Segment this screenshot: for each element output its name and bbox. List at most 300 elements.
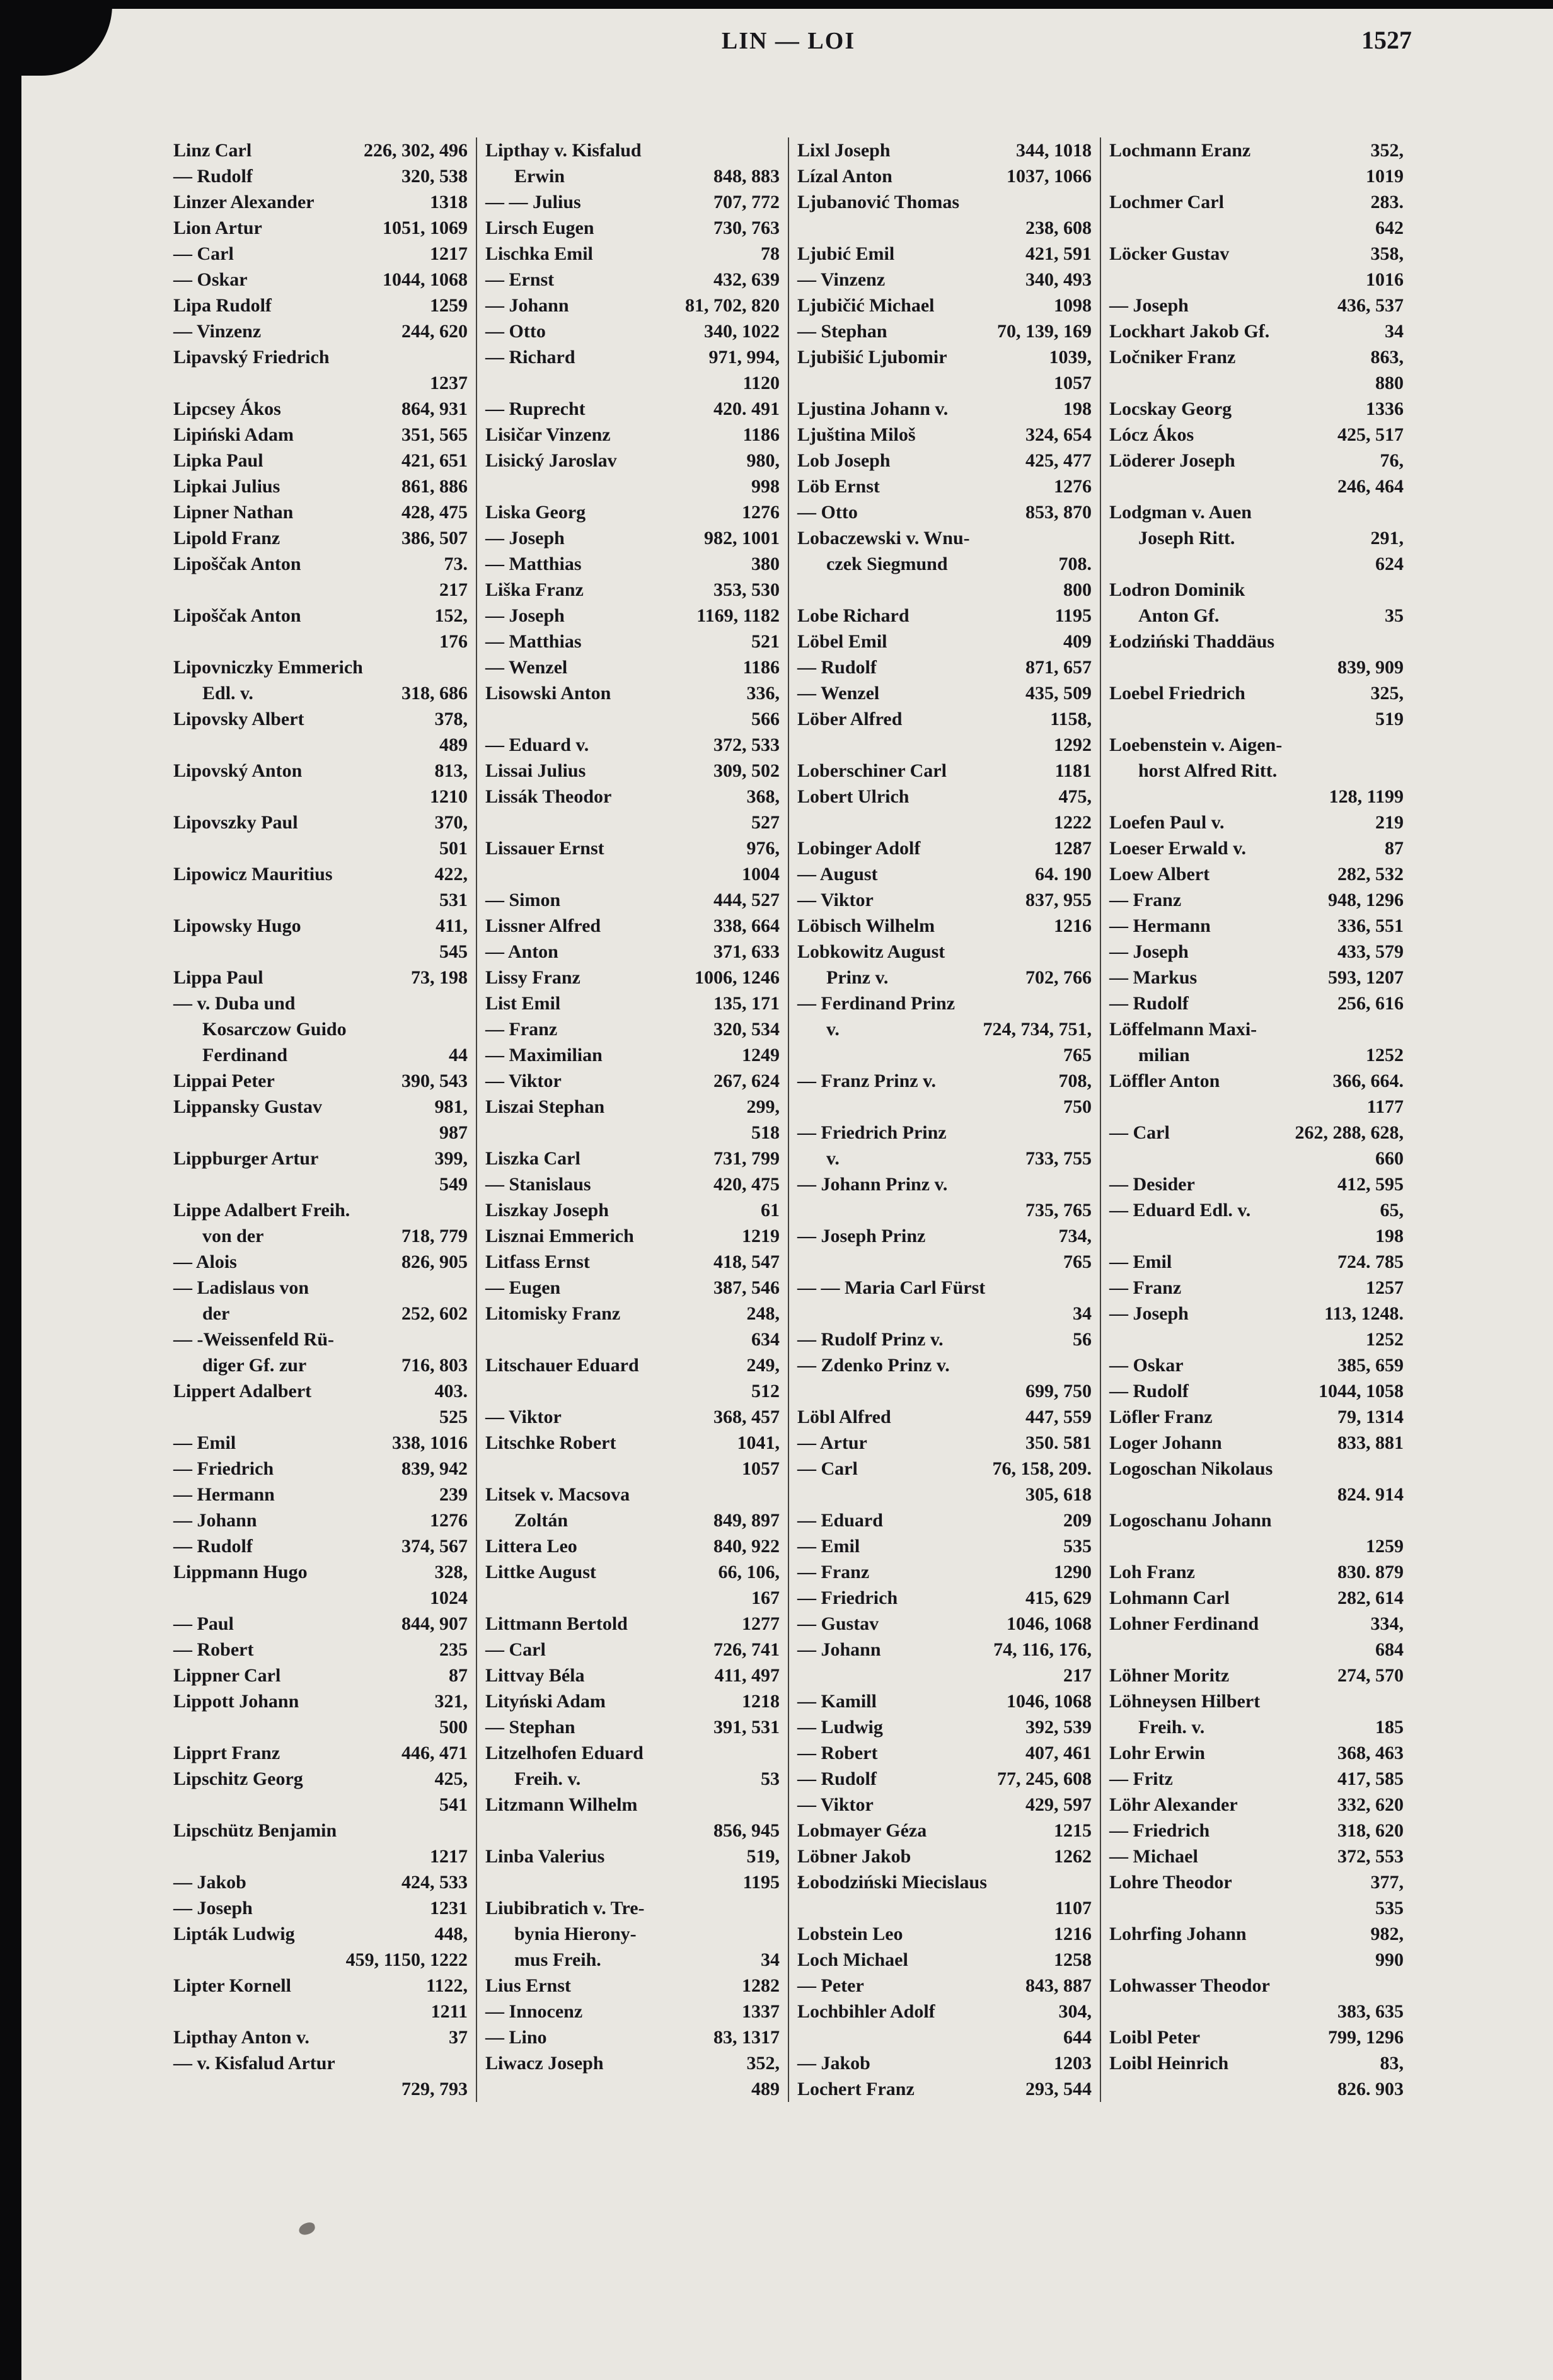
index-entry [1109,1507,1404,1533]
entry-pages: 385, 659 [1337,1355,1404,1376]
entry-pages: 1262 [1054,1846,1092,1867]
entry-name: Lisičar Vinzenz [485,424,611,445]
entry-pages: 185 [1375,1717,1404,1738]
entry-pages: 217 [1063,1665,1092,1686]
entry-pages: 733, 755 [1025,1148,1092,1169]
entry-pages: 318, 620 [1337,1820,1404,1841]
index-entry [1109,1456,1404,1482]
index-entry [1109,577,1404,603]
entry-name: List Emil [485,993,561,1014]
entry-name: — Richard [485,347,575,368]
index-entry [797,1792,1092,1818]
entry-pages: 1277 [742,1613,780,1634]
entry-name: Lipa Rudolf [173,295,272,316]
index-entry [797,2050,1092,2076]
entry-pages: 459, 1150, 1222 [345,1949,468,1970]
entry-pages: 334, [1370,1613,1404,1634]
index-entry [1109,603,1404,629]
entry-pages: 982, [1370,1924,1404,1944]
entry-pages: 1122, [426,1975,468,1996]
entry-name: Lissner Alfred [485,915,601,936]
index-entry [485,551,780,577]
index-entry [173,1637,468,1663]
entry-pages: 765 [1063,1251,1092,1272]
index-entry [797,1197,1092,1223]
entry-pages: 256, 616 [1337,993,1404,1014]
entry-name: — Otto [485,321,546,342]
entry-pages: 386, 507 [401,528,468,549]
entry-pages: 77, 245, 608 [997,1768,1092,1789]
index-column [165,137,476,2102]
index-entry [797,1094,1092,1120]
entry-name: Lohre Theodor [1109,1872,1232,1893]
index-entry [797,448,1092,473]
index-entry [797,1585,1092,1611]
entry-name: Löber Alfred [797,709,903,729]
index-entry [1109,913,1404,939]
entry-pages: 1037, 1066 [1007,166,1092,187]
entry-pages: 1039, [1049,347,1092,368]
index-entry [797,732,1092,758]
index-entry [485,706,780,732]
entry-pages: 982, 1001 [704,528,780,549]
index-entry [173,293,468,318]
index-entry [1109,1921,1404,1947]
entry-name: Lobinger Adolf [797,838,921,859]
entry-name: Lisznai Emmerich [485,1226,634,1246]
entry-name: Lipowicz Mauritius [173,864,333,885]
entry-name: Liska Georg [485,502,586,523]
entry-name: Lohner Ferdinand [1109,1613,1259,1634]
entry-pages: 248, [746,1303,780,1324]
index-entry [485,1507,780,1533]
entry-pages: 420. 491 [713,398,780,419]
entry-name: Anton Gf. [1138,605,1220,626]
entry-pages: 1057 [742,1458,780,1479]
entry-pages: 377, [1370,1872,1404,1893]
entry-pages: 660 [1375,1148,1404,1169]
entry-pages: 238, 608 [1025,218,1092,238]
entry-name: bynia Hierony- [514,1924,637,1944]
entry-pages: 351, 565 [401,424,468,445]
index-entry [797,1249,1092,1275]
index-column [788,137,1100,2102]
index-entry [173,1843,468,1869]
entry-pages: 320, 538 [401,166,468,187]
index-entry [173,835,468,861]
entry-name: Ljubić Emil [797,243,895,264]
entry-name: Lisowski Anton [485,683,611,704]
index-entry [797,680,1092,706]
index-entry [1109,2050,1404,2076]
entry-name: — Vinzenz [797,269,886,290]
entry-pages: 839, 909 [1337,657,1404,678]
entry-name: Lippner Carl [173,1665,281,1686]
entry-pages: 861, 886 [401,476,468,497]
index-entry [485,1843,780,1869]
entry-pages: 293, 544 [1025,2079,1092,2099]
entry-pages: 128, 1199 [1329,786,1404,807]
index-entry [797,189,1092,215]
index-entry [485,137,780,163]
entry-name: Loebel Friedrich [1109,683,1245,704]
index-entry [797,1663,1092,1688]
entry-name: Lissy Franz [485,967,580,988]
entry-pages: 336, 551 [1337,915,1404,936]
index-entry [485,189,780,215]
index-entry [485,241,780,267]
index-entry [1109,1223,1404,1249]
index-entry [173,1249,468,1275]
entry-pages: 849, 897 [713,1510,780,1531]
index-entry [797,577,1092,603]
index-entry [173,758,468,784]
entry-pages: 252, 602 [401,1303,468,1324]
entry-name: — Viktor [485,1407,562,1427]
entry-pages: 990 [1375,1949,1404,1970]
index-entry [173,732,468,758]
index-entry [485,1895,780,1921]
entry-pages: 378, [434,709,468,729]
entry-pages: 871, 657 [1025,657,1092,678]
index-entry [797,137,1092,163]
entry-pages: 593, 1207 [1328,967,1404,988]
entry-pages: 447, 559 [1025,1407,1092,1427]
entry-name: Lipoščak Anton [173,554,301,574]
entry-pages: 371, 633 [713,941,780,962]
entry-pages: 519 [1375,709,1404,729]
index-entry [1109,1947,1404,1973]
entry-pages: 76, [1380,450,1404,471]
entry-name: — Kamill [797,1691,877,1712]
index-entry [173,241,468,267]
entry-name: Lipschitz Georg [173,1768,303,1789]
entry-pages: 87 [449,1665,468,1686]
entry-pages: 34 [1073,1303,1092,1324]
entry-pages: 436, 537 [1337,295,1404,316]
index-entry [797,215,1092,241]
index-entry [1109,1120,1404,1146]
entry-pages: 1249 [742,1045,780,1065]
entry-name: Löffelmann Maxi- [1109,1019,1257,1040]
entry-name: Löcker Gustav [1109,243,1230,264]
entry-pages: 415, 629 [1025,1588,1092,1608]
index-entry [1109,1585,1404,1611]
entry-name: Löbel Emil [797,631,887,652]
index-entry [485,603,780,629]
index-entry [173,1740,468,1766]
entry-name: Lodgman v. Auen [1109,502,1252,523]
entry-name: — Franz [797,1562,870,1582]
index-entry [173,215,468,241]
entry-pages: 1041, [737,1432,780,1453]
index-entry [485,1430,780,1456]
entry-name: Lipiński Adam [173,424,294,445]
entry-pages: 383, 635 [1337,2001,1404,2022]
index-entry [1109,654,1404,680]
entry-name: Lippott Johann [173,1691,299,1712]
entry-pages: 1217 [430,1846,468,1867]
entry-pages: 707, 772 [713,192,780,212]
entry-pages: 239 [439,1484,468,1505]
entry-name: Lirsch Eugen [485,218,594,238]
entry-name: Lochmann Eranz [1109,140,1251,161]
entry-pages: 374, 567 [401,1536,468,1557]
entry-pages: 282, 532 [1337,864,1404,885]
entry-pages: 338, 1016 [392,1432,468,1453]
entry-name: Logoschanu Johann [1109,1510,1272,1531]
index-entry [173,706,468,732]
entry-pages: 209 [1063,1510,1092,1531]
entry-pages: 1051, 1069 [383,218,468,238]
entry-name: Lócz Ákos [1109,424,1194,445]
index-entry [1109,680,1404,706]
entry-name: Freih. v. [1138,1717,1205,1738]
entry-name: — Michael [1109,1846,1198,1867]
entry-pages: 422, [434,864,468,885]
entry-name: — Carl [485,1639,546,1660]
entry-name: — Rudolf [1109,993,1189,1014]
entry-name: Lízal Anton [797,166,892,187]
entry-name: — Friedrich [797,1588,898,1608]
entry-pages: 274, 570 [1337,1665,1404,1686]
entry-name: — Matthias [485,554,582,574]
entry-name: Littke August [485,1562,596,1582]
entry-name: Löbner Jakob [797,1846,911,1867]
entry-pages: 1218 [742,1691,780,1712]
entry-pages: 830. 879 [1337,1562,1404,1582]
entry-name: Freih. v. [514,1768,581,1789]
entry-name: — Rudolf [173,1536,253,1557]
entry-name: Lobmayer Géza [797,1820,927,1841]
entry-pages: 83, 1317 [713,2027,780,2048]
entry-pages: 135, 171 [713,993,780,1014]
index-entry [173,1818,468,1843]
index-entry [485,1533,780,1559]
entry-pages: 971, 994, [708,347,780,368]
entry-name: Littvay Béla [485,1665,585,1686]
entry-pages: 1257 [1366,1277,1404,1298]
entry-name: Lius Ernst [485,1975,571,1996]
entry-name: — Johann [485,295,569,316]
index-entry [485,267,780,293]
entry-name: — Markus [1109,967,1198,988]
entry-name: — Viktor [797,1794,874,1815]
index-entry [485,1585,780,1611]
entry-pages: 368, 457 [713,1407,780,1427]
index-entry [797,267,1092,293]
entry-name: Löb Ernst [797,476,880,497]
index-entry [797,1378,1092,1404]
index-entry [1109,1999,1404,2024]
entry-name: Lippburger Artur [173,1148,319,1169]
index-entry [797,1352,1092,1378]
entry-name: — Eduard v. [485,734,589,755]
index-entry [1109,732,1404,758]
entry-pages: 320, 534 [713,1019,780,1040]
index-entry [797,784,1092,810]
index-entry [797,1895,1092,1921]
index-entry [173,810,468,835]
entry-pages: 1046, 1068 [1007,1613,1092,1634]
entry-pages: 1222 [1054,812,1092,833]
index-entry [485,1456,780,1482]
index-entry [173,1714,468,1740]
entry-pages: 425, 477 [1025,450,1092,471]
index-entry [1109,370,1404,396]
entry-pages: 1158, [1050,709,1092,729]
index-entry [173,1533,468,1559]
index-entry [797,293,1092,318]
entry-pages: 880 [1375,373,1404,393]
index-entry [173,344,468,370]
entry-name: Lipoščak Anton [173,605,301,626]
ink-smudge [297,2221,316,2236]
index-entry [485,1094,780,1120]
entry-name: — Ladislaus von [173,1277,309,1298]
entry-name: Lippmann Hugo [173,1562,308,1582]
entry-name: Liška Franz [485,579,584,600]
index-entry [1109,1688,1404,1714]
index-entry [1109,810,1404,835]
entry-pages: 152, [434,605,468,626]
index-entry [797,835,1092,861]
entry-pages: 66, 106, [718,1562,780,1582]
entry-pages: 980, [746,450,780,471]
entry-pages: 1282 [742,1975,780,1996]
index-entry [797,1456,1092,1482]
entry-name: Lissai Julius [485,760,586,781]
entry-name: Lochert Franz [797,2079,915,2099]
index-entry [1109,1533,1404,1559]
index-entry [1109,1171,1404,1197]
entry-pages: 387, 546 [713,1277,780,1298]
entry-name: — Simon [485,890,561,910]
entry-pages: 372, 533 [713,734,780,755]
index-entry [1109,1275,1404,1301]
entry-pages: 1169, 1182 [696,605,780,626]
entry-name: — Friedrich [1109,1820,1210,1841]
index-entry [173,370,468,396]
entry-pages: 724. 785 [1337,1251,1404,1272]
entry-name: Lipták Ludwig [173,1924,295,1944]
entry-pages: 291, [1370,528,1404,549]
entry-pages: 428, 475 [401,502,468,523]
index-entry [797,473,1092,499]
entry-name: — Rudolf [797,1768,877,1789]
entry-pages: 1024 [430,1588,468,1608]
entry-name: — Lino [485,2027,547,2048]
entry-pages: 864, 931 [401,398,468,419]
entry-pages: 267, 624 [713,1071,780,1091]
entry-name: — Rudolf [1109,1381,1189,1402]
index-entry [485,1663,780,1688]
index-entry [797,603,1092,629]
entry-pages: 541 [439,1794,468,1815]
index-entry [173,1094,468,1120]
index-entry [1109,861,1404,887]
entry-pages: 1210 [430,786,468,807]
index-column [1100,137,1412,2102]
index-entry [485,422,780,448]
entry-pages: 412, 595 [1337,1174,1404,1195]
index-entry [485,1869,780,1895]
entry-pages: 716, 803 [401,1355,468,1376]
index-entry [797,1120,1092,1146]
entry-pages: 799, 1296 [1328,2027,1404,2048]
entry-pages: 411, 497 [714,1665,780,1686]
entry-name: — Vinzenz [173,321,262,342]
entry-pages: 56 [1073,1329,1092,1350]
entry-name: — Rudolf [173,166,253,187]
index-entry [173,473,468,499]
entry-pages: 813, [434,760,468,781]
entry-name: — Johann [173,1510,257,1531]
entry-pages: 1203 [1054,2053,1092,2074]
entry-name: Lipthay Anton v. [173,2027,309,2048]
entry-pages: 1057 [1054,373,1092,393]
entry-name: Lipovszky Paul [173,812,298,833]
entry-pages: 1098 [1054,295,1092,316]
entry-name: — Johann [797,1639,881,1660]
entry-name: Lohrfing Johann [1109,1924,1247,1944]
index-entry [173,887,468,913]
entry-name: Loew Albert [1109,864,1210,885]
index-entry [485,1714,780,1740]
index-entry [485,344,780,370]
entry-name: Ljubanović Thomas [797,192,960,212]
index-entry [797,551,1092,577]
entry-name: — Wenzel [485,657,568,678]
index-entry [1109,1895,1404,1921]
entry-pages: 399, [434,1148,468,1169]
entry-pages: 826, 905 [401,1251,468,1272]
entry-pages: 73. [444,554,468,574]
index-entry [485,577,780,603]
index-entry [485,1947,780,1973]
entry-pages: 848, 883 [713,166,780,187]
entry-pages: 37 [449,2027,468,2048]
entry-name: Erwin [514,166,565,187]
entry-pages: 1292 [1054,734,1092,755]
entry-pages: 1231 [430,1898,468,1919]
index-entry [1109,473,1404,499]
entry-pages: 1186 [742,424,780,445]
entry-pages: 1195 [1054,605,1092,626]
entry-name: Lipthay v. Kisfalud [485,140,642,161]
entry-name: Lityński Adam [485,1691,606,1712]
index-entry [1109,396,1404,422]
entry-name: Litschke Robert [485,1432,616,1453]
entry-name: Loberschiner Carl [797,760,947,781]
entry-pages: 34 [761,1949,780,1970]
entry-pages: 535 [1063,1536,1092,1557]
entry-name: — Carl [173,243,234,264]
entry-name: Lobstein Leo [797,1924,903,1944]
entry-pages: 1259 [430,295,468,316]
entry-pages: 198 [1375,1226,1404,1246]
entry-name: Loh Franz [1109,1562,1195,1582]
index-entry [173,1869,468,1895]
entry-name: Littmann Bertold [485,1613,628,1634]
index-entry [797,758,1092,784]
index-entry [485,1740,780,1766]
entry-pages: 325, [1370,683,1404,704]
entry-pages: 527 [751,812,780,833]
entry-pages: 1216 [1054,1924,1092,1944]
entry-pages: 1046, 1068 [1007,1691,1092,1712]
index-entry [173,577,468,603]
